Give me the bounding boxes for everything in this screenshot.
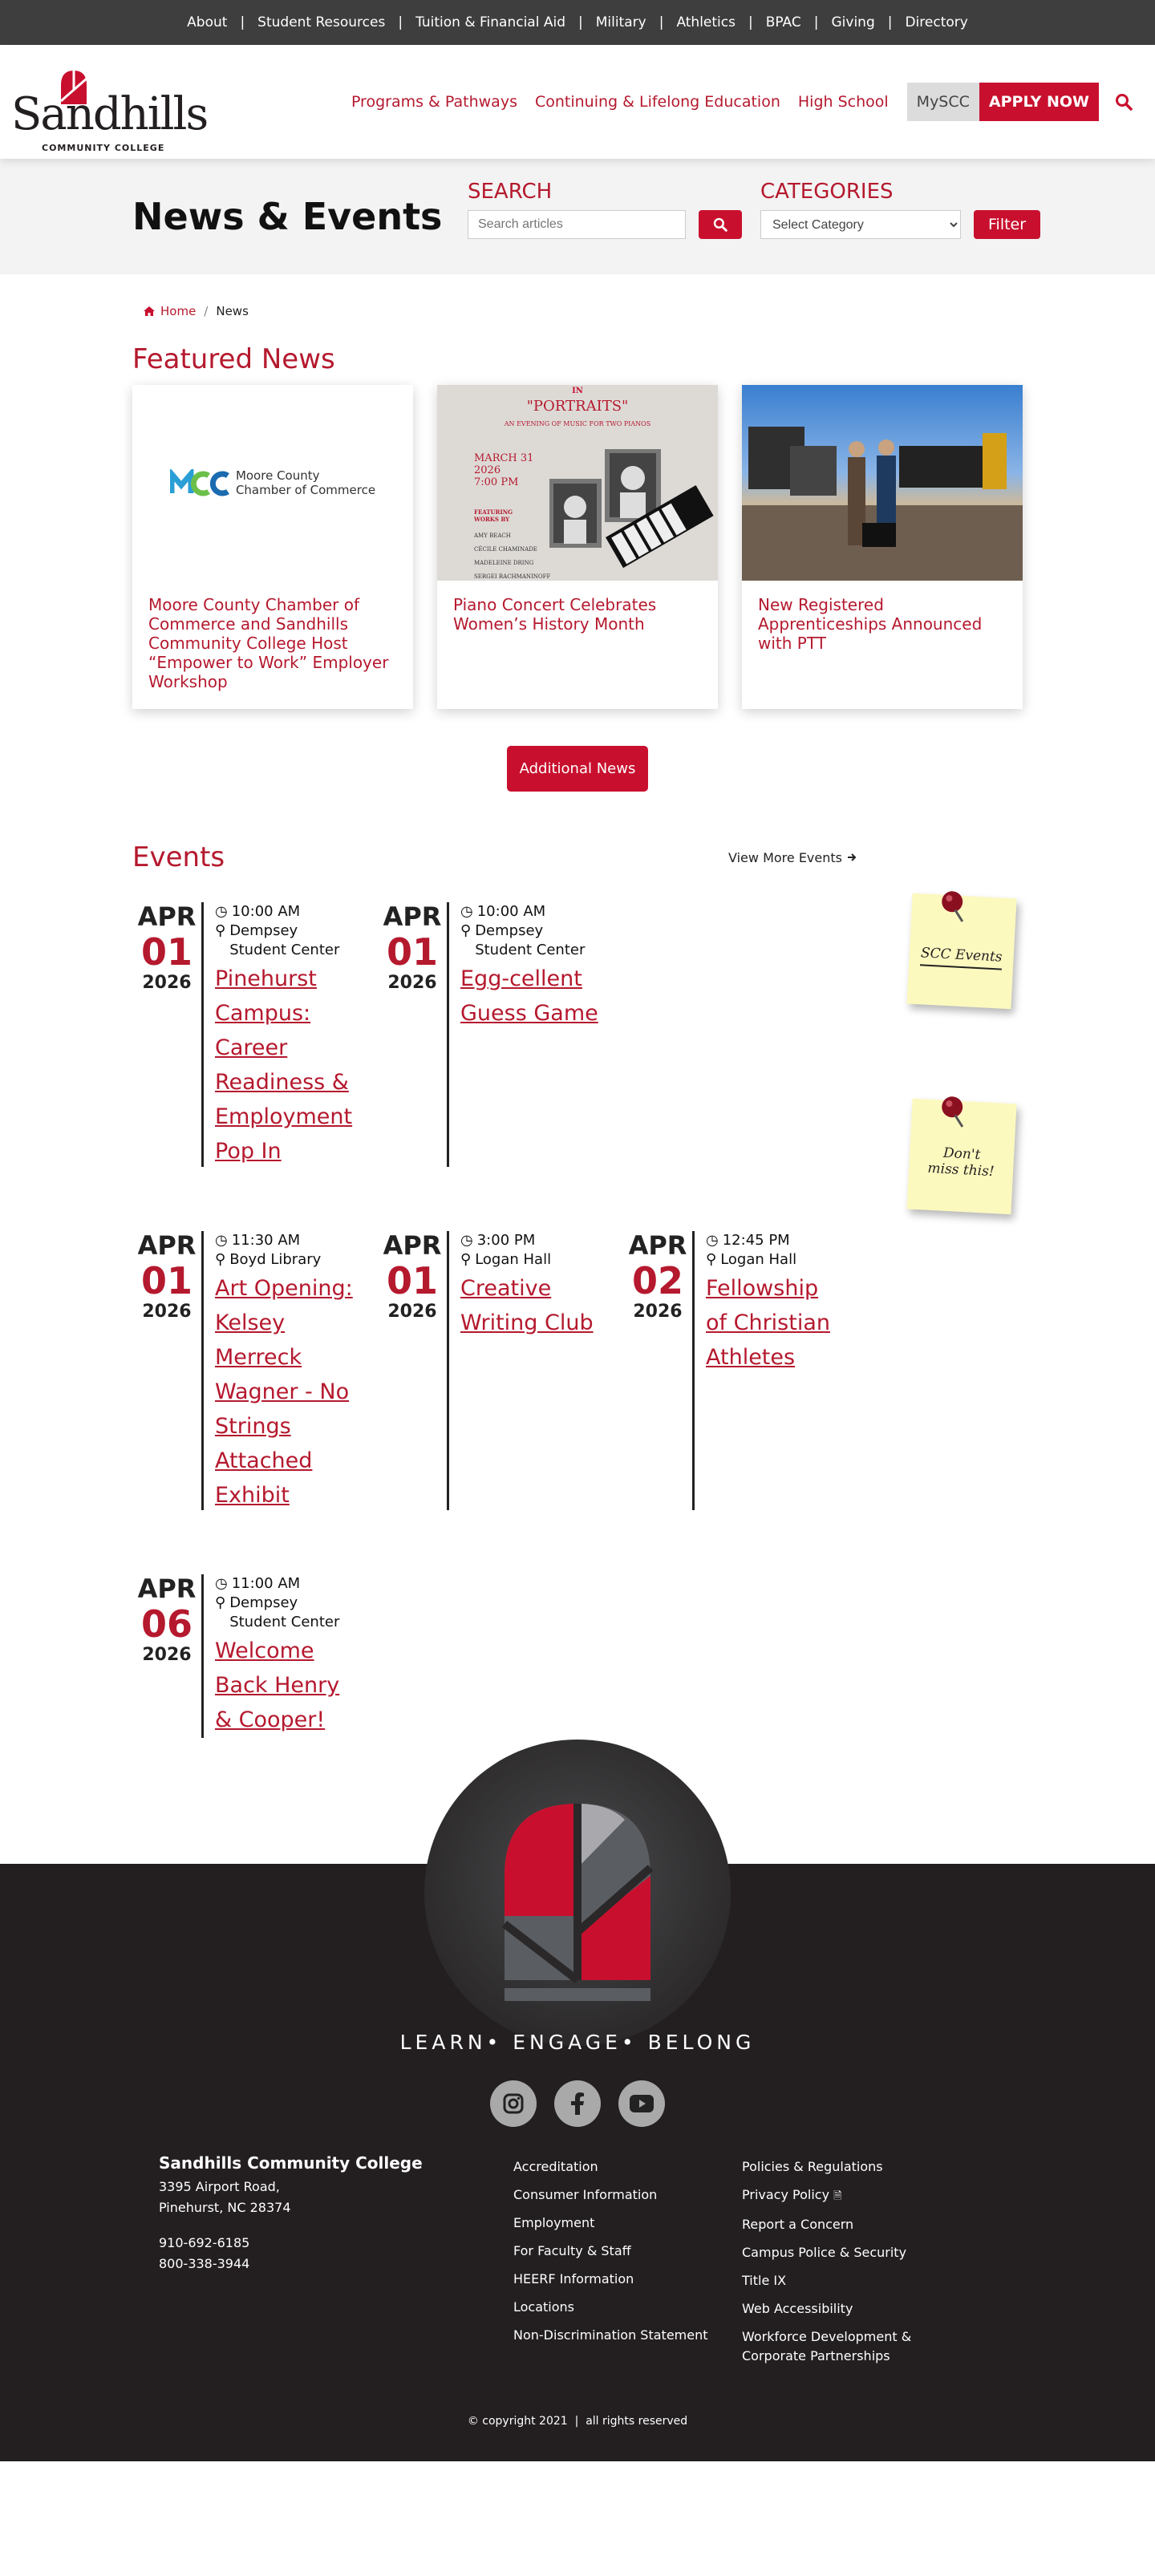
chamber-logo-line1: Moore County	[235, 468, 320, 483]
footer-link-consumer-info[interactable]: Consumer Information	[513, 2187, 658, 2202]
footer-link-non-discrimination[interactable]: Non-Discrimination Statement	[513, 2327, 708, 2343]
event-day: 01	[386, 930, 438, 974]
event-time: 10:00 AM	[231, 903, 301, 920]
document-icon: 🗎	[833, 2190, 842, 2202]
event-year: 2026	[633, 1302, 683, 1322]
event-date	[378, 902, 447, 1194]
event-day: 06	[140, 1602, 192, 1646]
event-day: 01	[140, 1259, 192, 1302]
news-card-image	[742, 385, 1023, 581]
search-icon[interactable]	[1113, 91, 1134, 112]
event-title-link[interactable]: Fellowship of Christian Athletes	[706, 1276, 830, 1370]
event-day: 01	[140, 930, 192, 974]
poster-date: MARCH 31	[474, 452, 534, 464]
footer-region	[0, 1864, 1155, 2461]
footer-link-faculty-staff[interactable]: For Faculty & Staff	[513, 2243, 631, 2258]
footer-links-col2	[742, 2153, 911, 2366]
news-card[interactable]	[132, 385, 413, 709]
footer-link-heerf[interactable]: HEERF Information	[513, 2271, 634, 2286]
categories-label: CATEGORIES	[760, 180, 894, 204]
portraits-illustration	[549, 449, 718, 581]
featured-news-list	[132, 385, 1155, 709]
featured-news-heading: Featured News	[132, 343, 335, 375]
event-time: 12:45 PM	[722, 1232, 790, 1249]
poster-name: SERGEI RACHMANINOFF	[474, 573, 551, 580]
event-item	[132, 1574, 378, 1740]
clock-icon: ◷	[460, 1232, 473, 1249]
footer-logo-dome	[424, 1740, 731, 2046]
nav-high-school[interactable]: High School	[797, 93, 889, 111]
event-item	[132, 1231, 378, 1534]
event-location: Logan Hall	[475, 1251, 552, 1268]
breadcrumb-home[interactable]	[143, 304, 196, 318]
footer-phone[interactable]: 800-338-3944	[159, 2256, 250, 2271]
category-select[interactable]	[760, 210, 961, 239]
footer-college-name: Sandhills Community College	[159, 2153, 423, 2173]
scc-events-note[interactable]	[906, 893, 1016, 1010]
breadcrumb-home-label: Home	[160, 304, 197, 318]
news-card[interactable]	[742, 385, 1023, 709]
view-more-events-label: View More Events	[728, 849, 842, 865]
poster-name: MADELEINE DRING	[474, 560, 534, 566]
event-day: 01	[386, 1259, 438, 1302]
categories-group	[760, 180, 1040, 239]
event-item	[378, 1231, 623, 1534]
view-more-events-link[interactable]	[728, 850, 857, 865]
utility-link-directory[interactable]: Directory	[905, 14, 968, 30]
poster-subtitle: AN EVENING OF MUSIC FOR TWO PIANOS	[504, 420, 651, 427]
utility-link-military[interactable]: Military	[595, 14, 646, 30]
event-date	[132, 902, 201, 1194]
utility-link-tuition[interactable]: Tuition & Financial Aid	[415, 14, 565, 30]
footer-link-title-ix[interactable]: Title IX	[742, 2273, 787, 2288]
site-footer	[0, 1864, 1155, 2461]
page-hero	[0, 159, 1155, 274]
search-icon	[713, 217, 727, 232]
college-emblem-icon	[496, 1796, 659, 2004]
footer-link-workforce-line1: Workforce Development &	[742, 2329, 912, 2344]
search-submit-button[interactable]	[699, 210, 742, 239]
event-time: 10:00 AM	[476, 903, 546, 920]
events-row	[132, 1231, 1155, 1534]
poster-name: AMY BEACH	[474, 533, 511, 539]
map-pin-icon: ⚲	[706, 1251, 717, 1268]
footer-link-privacy-label: Privacy Policy	[742, 2187, 830, 2202]
map-pin-icon: ⚲	[460, 1251, 472, 1268]
news-card-title[interactable]: Piano Concert Celebrates Women’s History Month	[453, 595, 657, 634]
event-title-link[interactable]: Pinehurst Campus: Career Readiness & Employment Pop In	[215, 966, 353, 1164]
chamber-logo-line2: Chamber of Commerce	[235, 483, 376, 497]
event-title-link[interactable]: Creative Writing Club	[460, 1276, 594, 1335]
news-card[interactable]	[437, 385, 718, 709]
page-title: News & Events	[132, 195, 443, 238]
event-item	[378, 902, 623, 1194]
event-year: 2026	[387, 1302, 437, 1322]
instagram-icon[interactable]	[490, 2080, 537, 2127]
utility-link-giving[interactable]: Giving	[831, 14, 875, 30]
footer-link-campus-police[interactable]: Campus Police & Security	[742, 2245, 907, 2260]
event-location: Boyd Library	[229, 1251, 322, 1268]
facebook-icon[interactable]	[554, 2080, 601, 2127]
myscc-button[interactable]: MySCC	[907, 83, 979, 121]
event-time: 11:00 AM	[231, 1575, 301, 1592]
event-date	[132, 1574, 201, 1740]
college-logo[interactable]	[11, 53, 208, 153]
events-row	[132, 1574, 1155, 1740]
poster-time: 7:00 PM	[474, 476, 519, 488]
breadcrumb-current: News	[216, 304, 249, 318]
utility-nav: About | Student Resources | Tuition & Financial Aid | Military | Athletics | BPAC | Giving | Directory	[0, 0, 1155, 45]
event-year: 2026	[142, 973, 192, 993]
footer-tagline: LEARN• ENGAGE• BELONG	[399, 2031, 756, 2054]
footer-link-privacy[interactable]	[742, 2181, 911, 2210]
map-pin-icon: ⚲	[215, 922, 226, 939]
event-time: 11:30 AM	[231, 1232, 301, 1249]
social-links	[0, 2080, 1155, 2127]
construction-site-photo	[742, 385, 1023, 581]
event-date	[378, 1231, 447, 1534]
home-icon	[143, 306, 156, 317]
map-pin-icon: ⚲	[215, 1594, 226, 1611]
event-month: APR	[383, 901, 442, 932]
event-time: 3:00 PM	[476, 1232, 536, 1249]
footer-link-web-accessibility[interactable]: Web Accessibility	[742, 2301, 853, 2316]
news-card-image	[437, 385, 718, 581]
clock-icon: ◷	[215, 1232, 228, 1249]
footer-link-locations[interactable]: Locations	[513, 2299, 575, 2315]
event-month: APR	[137, 1230, 197, 1261]
logo-subtitle: COMMUNITY COLLEGE	[42, 143, 165, 153]
event-year: 2026	[142, 1645, 192, 1665]
nav-programs-pathways[interactable]: Programs & Pathways	[351, 93, 517, 111]
copyright: © copyright 2021 | all rights reserved	[467, 2415, 688, 2428]
event-title-link[interactable]: Egg-cellent Guess Game	[460, 966, 598, 1026]
event-location: Dempsey Student Center	[229, 1594, 340, 1630]
logo-wordmark: Sandhills	[11, 88, 208, 140]
event-month: APR	[383, 1230, 442, 1261]
breadcrumb: Home / News	[0, 303, 1155, 319]
main-nav	[342, 83, 1144, 121]
search-input[interactable]	[468, 210, 686, 239]
footer-address	[159, 2153, 423, 2274]
footer-address-line: Pinehurst, NC 28374	[159, 2200, 291, 2215]
news-card-title[interactable]: Moore County Chamber of Commerce and Sandhills Community College Host “Empower to Work” Employer Workshop	[148, 595, 389, 691]
pushpin-icon	[935, 888, 972, 925]
poster-year: 2026	[474, 464, 501, 476]
chamber-logo-icon	[170, 469, 231, 496]
event-year: 2026	[142, 1302, 192, 1322]
footer-link-accreditation[interactable]: Accreditation	[513, 2159, 598, 2174]
utility-link-athletics[interactable]: Athletics	[676, 14, 736, 30]
utility-link-bpac[interactable]: BPAC	[765, 14, 801, 30]
event-title-link[interactable]: Welcome Back Henry & Cooper!	[215, 1638, 340, 1732]
event-month: APR	[137, 1574, 197, 1604]
map-pin-icon: ⚲	[215, 1251, 226, 1268]
clock-icon: ◷	[215, 903, 228, 920]
event-item	[623, 1231, 869, 1534]
search-label: SEARCH	[468, 180, 553, 204]
poster-title: "PORTRAITS"	[526, 398, 629, 415]
footer-link-employment[interactable]: Employment	[513, 2215, 595, 2230]
footer-phone[interactable]: 910-692-6185	[159, 2235, 250, 2250]
event-item	[132, 902, 378, 1194]
dont-miss-note-text: Don't miss this!	[927, 1144, 995, 1181]
filter-button[interactable]: Filter	[974, 210, 1040, 239]
news-card-image	[132, 385, 413, 581]
youtube-icon[interactable]	[618, 2080, 665, 2127]
poster-featuring: FEATURING WORKS BY	[474, 508, 513, 523]
arrow-right-icon	[847, 853, 857, 862]
event-location: Dempsey Student Center	[229, 922, 340, 958]
footer-address-line: 3395 Airport Road,	[159, 2179, 280, 2194]
footer-link-workforce-line2: Corporate Partnerships	[742, 2348, 890, 2363]
events-row	[132, 902, 1155, 1194]
footer-link-policies[interactable]: Policies & Regulations	[742, 2159, 883, 2174]
nav-continuing-education[interactable]: Continuing & Lifelong Education	[534, 93, 780, 111]
events-heading: Events	[132, 841, 225, 873]
poster-name: CÉCILE CHAMINADE	[474, 546, 537, 553]
event-month: APR	[628, 1230, 687, 1261]
site-header	[0, 45, 1155, 159]
additional-news-button[interactable]: Additional News	[507, 746, 649, 792]
search-group	[468, 180, 742, 239]
scc-events-note-text: SCC Events	[920, 945, 1003, 970]
poster-top: IN	[572, 387, 583, 395]
event-year: 2026	[387, 973, 437, 993]
utility-link-about[interactable]: About	[187, 14, 228, 30]
clock-icon: ◷	[215, 1575, 228, 1592]
dont-miss-note	[906, 1099, 1016, 1215]
news-card-title[interactable]: New Registered Apprenticeships Announced with PTT	[758, 595, 983, 653]
footer-link-workforce[interactable]	[742, 2323, 911, 2366]
event-title-link[interactable]: Art Opening: Kelsey Merreck Wagner - No Strings Attached Exhibit	[215, 1276, 353, 1508]
event-date	[132, 1231, 201, 1534]
event-location: Dempsey Student Center	[475, 922, 586, 958]
clock-icon: ◷	[706, 1232, 719, 1249]
event-location: Logan Hall	[720, 1251, 797, 1268]
map-pin-icon: ⚲	[460, 922, 472, 939]
pushpin-icon	[935, 1093, 972, 1130]
utility-link-student-resources[interactable]: Student Resources	[257, 14, 386, 30]
footer-links-col1	[513, 2153, 708, 2349]
event-month: APR	[137, 901, 197, 932]
event-day: 02	[631, 1259, 683, 1302]
event-date	[623, 1231, 692, 1534]
clock-icon: ◷	[460, 903, 473, 920]
footer-link-report-concern[interactable]: Report a Concern	[742, 2217, 854, 2232]
apply-now-button[interactable]: APPLY NOW	[979, 83, 1099, 121]
